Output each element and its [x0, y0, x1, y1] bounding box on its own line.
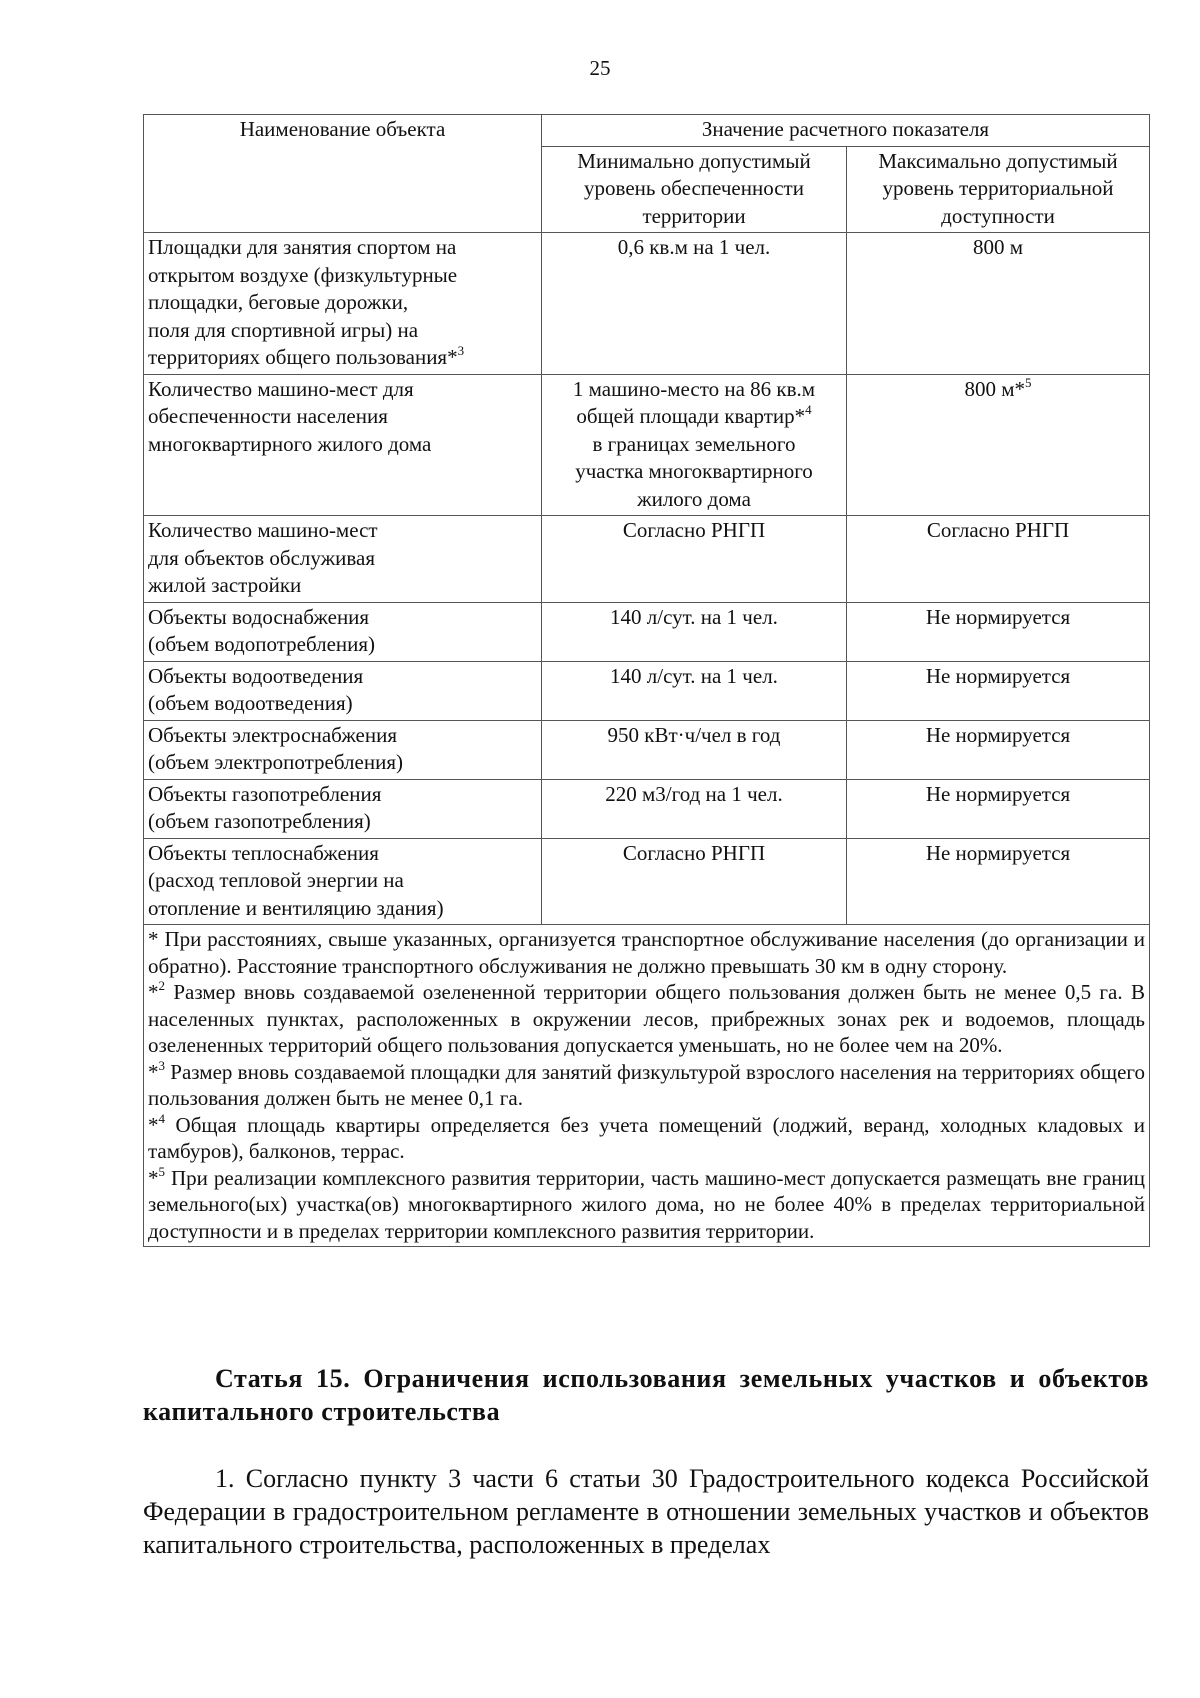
- footnotes-row: [144, 925, 1150, 1247]
- table-row: [144, 720, 1150, 779]
- header-min-level: Минимально допустимый уровень обеспеченности территории: [542, 146, 847, 233]
- row-min-value: 140 л/сут. на 1 чел.: [542, 602, 847, 661]
- footnote-text: Размер вновь создаваемой озелененной территории общего пользования должен быть не менее 0,5 га. В населенных пунктах, расположенных в окружении лесов, прибрежных зонах рек и водоемов, площадь озелененных территорий общего пользования допускается уменьшать, но не более чем на 20%.: [148, 980, 1145, 1057]
- cell-text: 800 м: [972, 235, 1024, 259]
- norms-table: [143, 114, 1150, 1247]
- row-object-name: Объекты электроснабжения (объем электропотребления): [144, 720, 542, 779]
- row-object-name: Количество машино-мест для объектов обслуживая жилой застройки: [144, 516, 542, 603]
- footnote-ref: 4: [805, 402, 812, 417]
- article-heading: [143, 1362, 1149, 1428]
- cell-text: Площадки для занятия спортом на открытом воздухе (физкультурные площадки, беговые дорожки, поля для спортивной игры) на территориях общего пользования*: [148, 235, 458, 369]
- row-max-value: Не нормируется: [847, 779, 1150, 838]
- footnote-number: 3: [158, 1057, 165, 1073]
- row-min-value: Согласно РНГП: [542, 838, 847, 925]
- row-min-value: Согласно РНГП: [542, 516, 847, 603]
- footnote-text: Общая площадь квартиры определяется без учета помещений (лоджий, веранд, холодных кладовых и тамбуров), балконов, террас.: [148, 1112, 1145, 1163]
- cell-text: в границах земельного участка многоквартирного жилого дома: [575, 431, 813, 511]
- footnote-text: Размер вновь создаваемой площадки для занятий физкультурой взрослого населения на территориях общего пользования должен быть не менее 0,1 га.: [148, 1059, 1145, 1110]
- header-max-access: Максимально допустимый уровень территориальной доступности: [847, 146, 1150, 233]
- table-header-row: [144, 115, 1150, 147]
- footnote: [148, 1059, 1145, 1112]
- table-row: [144, 661, 1150, 720]
- row-object-name: Объекты газопотребления (объем газопотребления): [144, 779, 542, 838]
- cell-text: 800 м*: [964, 376, 1026, 401]
- cell-text: 1 машино-место на 86 кв.м общей площади квартир*: [572, 376, 816, 428]
- table-row: [144, 233, 1150, 375]
- row-object-name: Объекты водоснабжения (объем водопотребления): [144, 602, 542, 661]
- header-indicator-value: Значение расчетного показателя: [542, 115, 1150, 147]
- row-object-name: Объекты водоотведения (объем водоотведения): [144, 661, 542, 720]
- cell-text: Количество машино-мест для обеспеченности населения многоквартирного жилого дома: [148, 376, 432, 456]
- table-row: [144, 602, 1150, 661]
- article-heading-text: Статья 15. Ограничения использования земельных участков и объектов капитального строительства: [143, 1364, 1149, 1426]
- row-min-value: 950 кВт·ч/чел в год: [542, 720, 847, 779]
- row-min-value: 140 л/сут. на 1 чел.: [542, 661, 847, 720]
- row-max-value: Согласно РНГП: [847, 516, 1150, 603]
- footnote-marker: *: [148, 927, 159, 951]
- row-max-value: [847, 374, 1150, 516]
- footnote-number: 4: [158, 1110, 165, 1126]
- footnote: [148, 926, 1145, 979]
- table-body: [144, 233, 1150, 1247]
- page-number: 25: [589, 56, 611, 80]
- footnote: [148, 979, 1145, 1059]
- row-max-value: Не нормируется: [847, 720, 1150, 779]
- row-min-value: [542, 374, 847, 516]
- footnote-number: 5: [158, 1163, 165, 1179]
- footnote-text: При реализации комплексного развития территории, часть машино-мест допускается размещать вне границ земельного(ых) участка(ов) многоквартирного жилого дома, но не более 40% в пределах территориальной доступности и в пределах территории комплексного развития территории.: [148, 1165, 1145, 1243]
- footnote: [148, 1112, 1145, 1165]
- footnote-ref: 3: [457, 343, 465, 358]
- footnotes-cell: [144, 925, 1150, 1247]
- row-object-name: Объекты теплоснабжения (расход тепловой энергии на отопление и вентиляцию здания): [144, 838, 542, 925]
- row-min-value: [542, 233, 847, 375]
- header-object-name: Наименование объекта: [144, 115, 542, 233]
- footnote-marker: *: [148, 1112, 159, 1137]
- table-row: [144, 374, 1150, 516]
- row-min-value: 220 м3/год на 1 чел.: [542, 779, 847, 838]
- paragraph: [143, 1462, 1149, 1561]
- footnote: [148, 1165, 1145, 1245]
- footnote-marker: *: [148, 980, 159, 1004]
- row-object-name: [144, 233, 542, 375]
- footnote-text: При расстояниях, свыше указанных, организуется транспортное обслуживание населения (до организации и обратно). Расстояние транспортного обслуживания не должно превышать 30 км в одну сторону.: [148, 927, 1145, 978]
- row-object-name: [144, 374, 542, 516]
- paragraph-text: 1. Согласно пункту 3 части 6 статьи 30 Градостроительного кодекса Российской Федерации в градостроительном регламенте в отношении земельных участков и объектов капитального строительства, расположенных в пределах: [143, 1464, 1149, 1559]
- table-row: [144, 779, 1150, 838]
- table-row: [144, 838, 1150, 925]
- footnote-marker: *: [148, 1059, 159, 1084]
- footnote-marker: *: [148, 1165, 159, 1190]
- row-max-value: Не нормируется: [847, 838, 1150, 925]
- footnote-ref: 5: [1025, 374, 1032, 390]
- row-max-value: Не нормируется: [847, 602, 1150, 661]
- cell-text: 0,6 кв.м на 1 чел.: [617, 235, 771, 259]
- row-max-value: Не нормируется: [847, 661, 1150, 720]
- row-max-value: [847, 233, 1150, 375]
- footnote-number: 2: [158, 978, 165, 993]
- table-row: [144, 516, 1150, 603]
